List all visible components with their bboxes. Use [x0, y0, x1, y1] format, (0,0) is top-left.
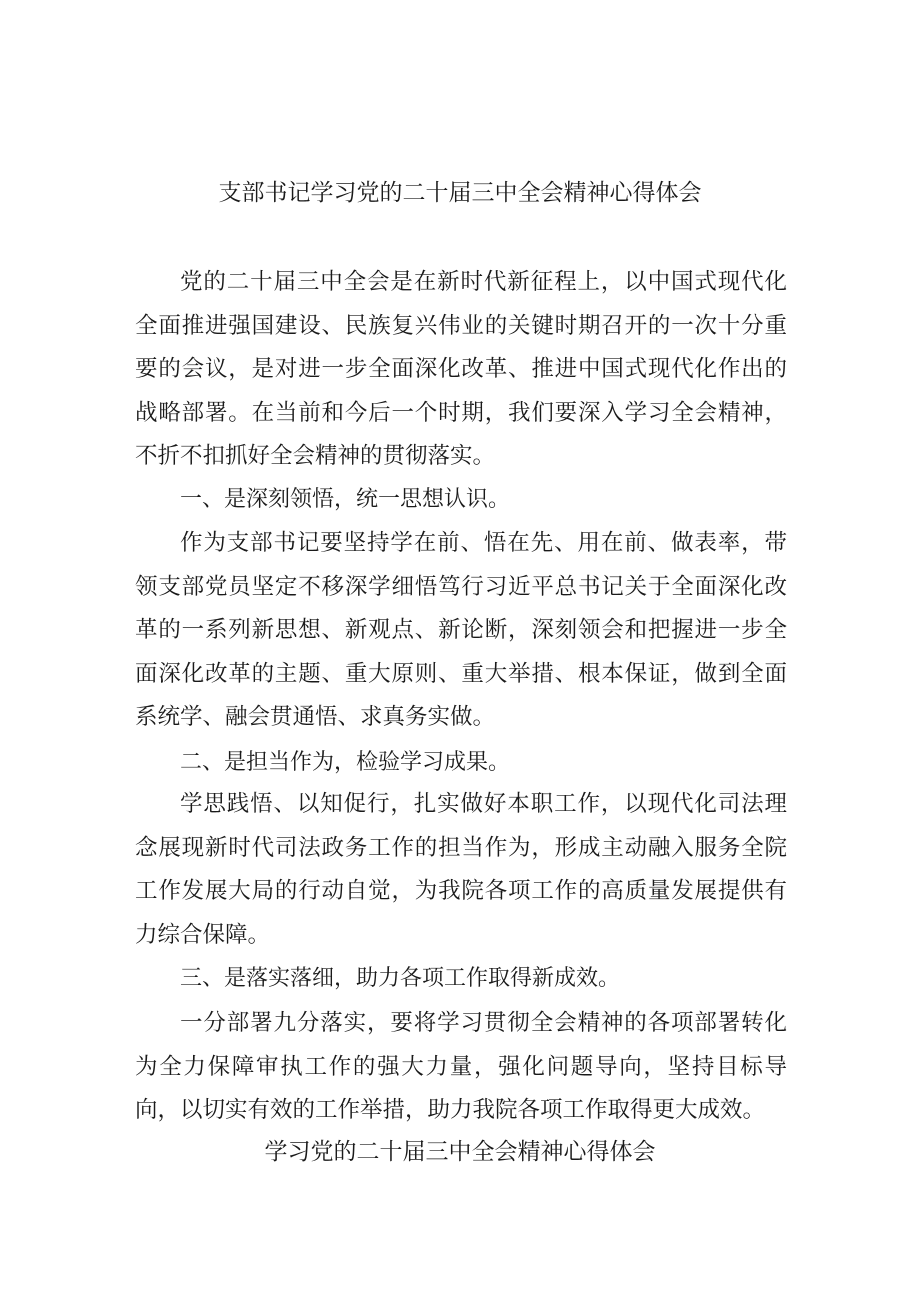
section-heading-3: 三、是落实落细，助力各项工作取得新成效。 [180, 966, 621, 991]
section-body-1: 作为支部书记要坚持学在前、悟在先、用在前、做表率，带领支部党员坚定不移深学细悟笃行习近平总书记关于全面深化改革的一系列新思想、新观点、新论断，深刻领会和把握进一步全面深化改革的主题、重大原则、重大举措、根本保证，做到全面系统学、融会贯通悟、求真务实做。 [135, 530, 787, 730]
next-document-title: 学习党的二十届三中全会精神心得体会 [264, 1139, 656, 1165]
section-body-3: 一分部署九分落实，要将学习贯彻全会精神的各项部署转化为全力保障审执工作的强大力量，强化问题导向，坚持目标导向，以切实有效的工作举措，助力我院各项工作取得更大成效。 [135, 1010, 787, 1123]
intro-paragraph: 党的二十届三中全会是在新时代新征程上，以中国式现代化全面推进强国建设、民族复兴伟业的关键时期召开的一次十分重要的会议，是对进一步全面深化改革、推进中国式现代化作出的战略部署。在当前和今后一个时期，我们要深入学习全会精神，不折不扣抓好全会精神的贯彻落实。 [135, 269, 787, 469]
section-heading-2: 二、是担当作为，检验学习成果。 [180, 750, 511, 775]
section-body-2: 学思践悟、以知促行，扎实做好本职工作，以现代化司法理念展现新时代司法政务工作的担当作为，形成主动融入服务全院工作发展大局的行动自觉，为我院各项工作的高质量发展提供有力综合保障。 [135, 791, 787, 948]
document-title: 支部书记学习党的二十届三中全会精神心得体会 [218, 180, 702, 206]
section-heading-1: 一、是深刻领悟，统一思想认识。 [180, 487, 511, 512]
